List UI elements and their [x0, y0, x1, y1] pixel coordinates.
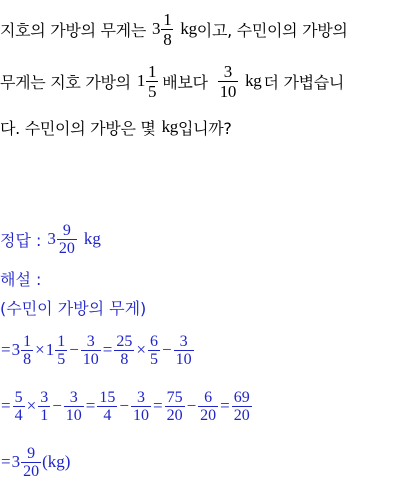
numerator: 3	[86, 332, 95, 350]
denominator: 20	[166, 406, 183, 424]
denominator: 4	[103, 406, 112, 424]
unit: kg	[83, 229, 101, 248]
equals-sign: =	[220, 396, 230, 415]
unit: kg	[161, 117, 178, 136]
numerator: 1	[57, 332, 66, 350]
denominator: 5	[148, 81, 157, 101]
question-text: 배보다	[162, 72, 208, 92]
question-text: 입니까?	[177, 118, 232, 138]
numerator: 1	[23, 332, 32, 350]
denominator: 20	[200, 406, 217, 424]
denominator: 20	[23, 462, 40, 480]
mixed-whole: 3	[151, 19, 161, 38]
answer-label: 정답 :	[0, 230, 42, 250]
numerator: 1	[163, 9, 172, 29]
fraction	[161, 10, 173, 49]
numerator: 6	[204, 388, 213, 406]
explanation-label	[0, 267, 41, 289]
answer-line	[0, 216, 101, 262]
unit: kg	[180, 19, 197, 38]
numerator: 3	[40, 388, 49, 406]
numerator: 3	[179, 332, 188, 350]
numerator: 3	[69, 388, 78, 406]
denominator: 10	[82, 350, 99, 368]
fraction	[64, 389, 84, 424]
unit: (kg)	[42, 452, 71, 471]
fraction	[146, 62, 158, 101]
denominator: 10	[132, 406, 149, 424]
numerator: 9	[27, 444, 36, 462]
denominator: 1	[40, 406, 49, 424]
question-line-2	[0, 56, 344, 106]
denominator: 20	[233, 406, 250, 424]
fraction	[57, 222, 77, 257]
question-text: 더 가볍습니	[263, 72, 345, 92]
times-sign: ×	[35, 340, 45, 359]
solution-row-1	[0, 328, 195, 372]
fraction	[174, 333, 194, 368]
numerator: 9	[62, 221, 71, 239]
denominator: 5	[149, 350, 158, 368]
denominator: 20	[58, 239, 75, 257]
minus-sign: −	[119, 396, 129, 415]
question-text: 무게는 지호 가방의	[0, 72, 131, 92]
fraction	[198, 389, 218, 424]
fraction	[97, 389, 117, 424]
equals-sign: =	[1, 340, 11, 359]
fraction	[232, 389, 252, 424]
denominator: 8	[163, 29, 172, 49]
fraction	[13, 389, 25, 424]
equals-sign: =	[152, 396, 163, 415]
numerator: 3	[223, 61, 232, 81]
times-sign: ×	[26, 396, 37, 415]
mixed-whole: 3	[11, 452, 21, 471]
numerator: 25	[116, 332, 133, 350]
equals-sign: =	[1, 452, 11, 471]
denominator: 5	[57, 350, 66, 368]
question-line-3	[0, 112, 232, 142]
mixed-whole: 3	[47, 229, 56, 248]
denominator: 8	[23, 350, 32, 368]
mixed-whole: 3	[11, 340, 21, 359]
numerator: 1	[148, 61, 157, 81]
equals-sign: =	[102, 340, 113, 359]
numerator: 69	[233, 388, 250, 406]
question-text: 다. 수민이의 가방은 몇	[0, 118, 156, 138]
numerator: 5	[14, 388, 23, 406]
numerator: 3	[136, 388, 145, 406]
times-sign: ×	[136, 340, 146, 359]
equals-sign: =	[85, 396, 96, 415]
fraction	[114, 333, 134, 368]
numerator: 6	[149, 332, 158, 350]
fraction	[131, 389, 151, 424]
numerator: 75	[166, 388, 183, 406]
unit: kg	[245, 71, 262, 90]
solution-row-3	[0, 440, 70, 484]
question-text: 이고, 수민이의 가방의	[196, 20, 348, 40]
question-line-1	[0, 4, 348, 54]
minus-sign: −	[161, 340, 172, 359]
explanation-label-text: 해설 :	[0, 269, 42, 289]
denominator: 8	[120, 350, 129, 368]
fraction	[55, 333, 67, 368]
denominator: 4	[14, 406, 23, 424]
explanation-subject-text: (수민이 가방의 무게)	[0, 298, 147, 318]
denominator: 10	[175, 350, 192, 368]
solution-row-2	[0, 384, 253, 428]
fraction	[81, 333, 101, 368]
minus-sign: −	[69, 340, 79, 359]
denominator: 10	[65, 406, 82, 424]
explanation-subject	[0, 296, 146, 318]
question-text: 지호의 가방의 무게는	[0, 20, 146, 40]
numerator: 15	[99, 388, 116, 406]
fraction	[21, 445, 41, 480]
denominator: 10	[219, 81, 237, 101]
fraction	[218, 62, 238, 101]
minus-sign: −	[52, 396, 62, 415]
mixed-whole: 1	[136, 71, 146, 90]
fraction	[165, 389, 185, 424]
equals-sign: =	[1, 396, 11, 415]
mixed-whole: 1	[45, 340, 55, 359]
fraction	[148, 333, 160, 368]
fraction	[21, 333, 33, 368]
minus-sign: −	[186, 396, 197, 415]
fraction	[38, 389, 50, 424]
